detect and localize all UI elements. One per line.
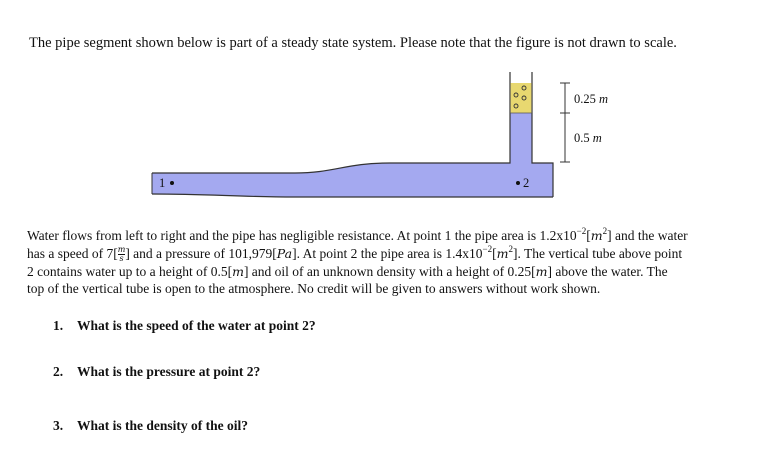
pipe-outline (152, 72, 510, 173)
point-1-marker (170, 181, 174, 185)
intro-text: The pipe segment shown below is part of a steady state system. Please note that the figure is not drawn to scale. (29, 35, 677, 51)
description-line-3: 2 contains water up to a height of 0.5[m] and oil of an unknown density with a height of 0.25[m] above the water. The (27, 263, 668, 279)
pipe-diagram (0, 0, 779, 220)
problem-description (27, 227, 747, 298)
pipe-figure (0, 0, 779, 220)
oil-height-label: 0.25 m (574, 92, 609, 106)
pipe-water (152, 113, 553, 197)
point-2-marker (516, 181, 520, 185)
water-height-label: 0.5 m (574, 131, 602, 145)
description-line-1: Water flows from left to right and the pipe has negligible resistance. At point 1 the pipe area is $1.2x10^{-2}[m^2]$ and the water (27, 226, 688, 243)
description-line-2: has a speed of 7[ $\frac{m}{s}$ ] and a pressure of 101,979[Pa]. At point 2 the pipe area is $1.4x10^{-2}[m^2]$. The vertical tube above point (27, 243, 683, 263)
speed-unit-fraction: $\frac{m}{s}$ (117, 244, 126, 263)
point-1-label: 1 (159, 176, 166, 190)
description-line-4: top of the vertical tube is open to the atmosphere. No credit will be given to answers without work shown. (27, 281, 601, 297)
point-2-label: 2 (523, 176, 530, 190)
question-1: 1. What is the speed of the water at point 2? (53, 318, 316, 333)
question-3: 3. What is the density of the oil? (53, 418, 249, 433)
oil-layer (511, 83, 532, 113)
question-2: 2. What is the pressure at point 2? (53, 364, 261, 379)
